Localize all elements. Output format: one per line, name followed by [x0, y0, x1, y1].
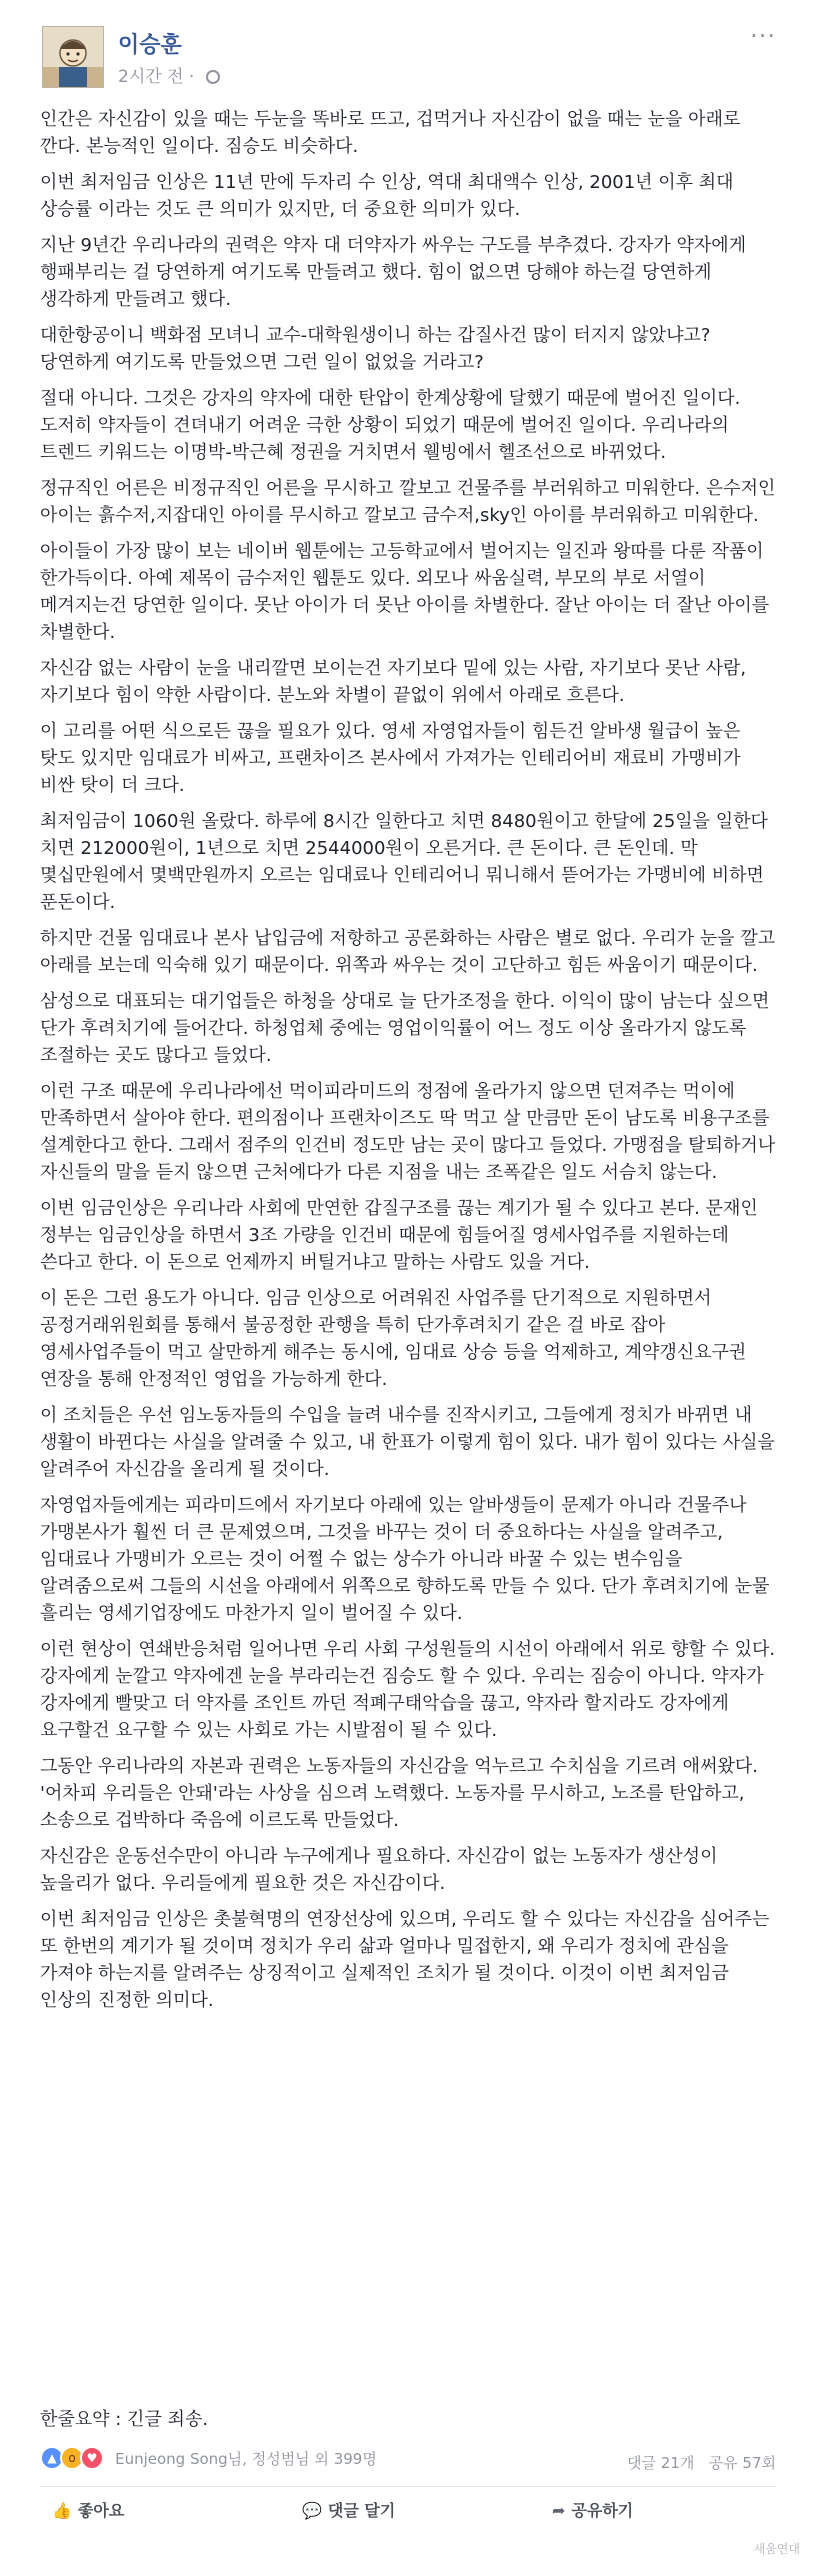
engagement-counts [627, 2452, 776, 2473]
like-reaction-icon[interactable]: ▲ [40, 2446, 64, 2470]
shares-count[interactable]: 공유 57회 [708, 2454, 776, 2472]
comment-button-label: 댓글 달기 [327, 2501, 396, 2520]
love-reaction-icon[interactable]: ♥ [80, 2446, 104, 2470]
post-paragraph: 이 돈은 그런 용도가 아니다. 임금 인상으로 어려워진 사업주를 단기적으로 지원하면서 공정거래위원회를 통해서 불공정한 관행을 특히 단가후려치기 같은 걸 바로 잡아 영세사업주들이 먹고 살만하게 해주는 동시에, 임대료 상승 등을 억제하고, 계약갱신요구권 연장을 통해 안정적인 영업을 가능하게 한다. [40, 1288, 747, 1390]
like-button[interactable] [52, 2498, 124, 2521]
post-paragraph: 이번 최저임금 인상은 11년 만에 두자리 수 인상, 역대 최대액수 인상, 2001년 이후 최대 상승률 이라는 것도 큰 의미가 있지만, 더 중요한 의미가 있다. [40, 172, 734, 220]
wow-reaction-icon[interactable]: o [60, 2446, 84, 2470]
post-paragraph: 자신감은 운동선수만이 아니라 누구에게나 필요하다. 자신감이 없는 노동자가 생산성이 높을리가 없다. 우리들에게 필요한 것은 자신감이다. [40, 1846, 718, 1894]
post-paragraph: 자영업자들에게는 피라미드에서 자기보다 아래에 있는 알바생들이 문제가 아니라 건물주나 가맹본사가 훨씬 더 큰 문제였으며, 그것을 바꾸는 것이 더 중요하다는 사실을 알려주고, 임대료나 가맹비가 오르는 것이 어쩔 수 없는 상수가 아니라 바꿀 수 있는 변수임을 알려줌으로써 그들의 시선을 아래에서 위쪽으로 향하도록 만들 수 있다. 단가 후려치기에 눈물 흘리는 영세기업장에도 마찬가지 일이 벌어질 수 있다. [40, 1495, 770, 1624]
post-paragraph: 정규직인 어른은 비정규직인 어른을 무시하고 깔보고 건물주를 부러워하고 미워한다. 은수저인 아이는 흙수저,지잡대인 아이를 무시하고 깔보고 금수저,sky인 아이를 부러워하고 미워한다. [40, 478, 776, 526]
post-paragraph: 삼성으로 대표되는 대기업들은 하청을 상대로 늘 단가조정을 한다. 이익이 많이 남는다 싶으면 단가 후려치기에 들어간다. 하청업체 중에는 영업이익률이 어느 정도 이상 올라가지 않도록 조절하는 곳도 많다고 들었다. [40, 991, 770, 1066]
globe-icon [206, 70, 220, 84]
post-meta [118, 62, 220, 87]
post-actions [40, 2492, 776, 2532]
post-body [40, 106, 776, 2023]
post-paragraph: 이 고리를 어떤 식으로든 끊을 필요가 있다. 영세 자영업자들이 힘든건 알바생 월급이 높은 탓도 있지만 임대료가 비싸고, 프랜차이즈 본사에서 가져가는 인테리어비 재료비 가맹비가 비싼 탓이 더 크다. [40, 721, 741, 796]
post-paragraph: 아이들이 가장 많이 보는 네이버 웹툰에는 고등학교에서 벌어지는 일진과 왕따를 다룬 작품이 한가득이다. 아예 제목이 금수저인 웹툰도 있다. 외모나 싸움실력, 부모의 부로 서열이 메겨지는건 당연한 일이다. 못난 아이가 더 못난 아이를 차별한다. 잘난 아이는 더 잘난 아이를 차별한다. [40, 541, 770, 643]
actions-divider [40, 2486, 776, 2487]
post-summary: 한줄요약 : 긴글 죄송. [40, 2409, 209, 2430]
avatar-illustration-icon [43, 27, 103, 87]
post-paragraph: 자신감 없는 사람이 눈을 내리깔면 보이는건 자기보다 밑에 있는 사람, 자기보다 못난 사람, 자기보다 힘이 약한 사람이다. 분노와 차별이 끝없이 위에서 아래로 흐른다. [40, 658, 747, 706]
post-paragraph: 그동안 우리나라의 자본과 권력은 노동자들의 자신감을 억누르고 수치심을 기르려 애써왔다. '어차피 우리들은 안돼'라는 사상을 심으려 노력했다. 노동자를 무시하고, 노조를 탄압하고, 소송으로 겁박하다 죽음에 이르도록 만들었다. [40, 1756, 758, 1831]
share-icon: ➦ [552, 2501, 566, 2520]
post-paragraph: 지난 9년간 우리나라의 권력은 약자 대 더약자가 싸우는 구도를 부추겼다. 강자가 약자에게 행패부리는 걸 당연하게 여기도록 만들려고 했다. 힘이 없으면 당해야 하는걸 당연하게 생각하게 만들려고 했다. [40, 235, 747, 310]
post-paragraph: 대한항공이니 백화점 모녀니 교수-대학원생이니 하는 갑질사건 많이 터지지 않았냐고? 당연하게 여기도록 만들었으면 그런 일이 없었을 거라고? [40, 325, 711, 373]
more-options-icon[interactable]: ··· [750, 22, 776, 50]
comment-icon: 💬 [302, 2501, 322, 2520]
post-paragraph: 절대 아니다. 그것은 강자의 약자에 대한 탄압이 한계상황에 달했기 때문에 벌어진 일이다. 도저히 약자들이 견뎌내기 어려운 극한 상황이 되었기 때문에 벌어진 일이다. 우리나라의 트렌드 키워드는 이명박-박근혜 정권을 거치면서 웰빙에서 헬조선으로 바뀌었다. [40, 388, 741, 463]
share-button[interactable] [552, 2498, 633, 2521]
reactors-text[interactable]: Eunjeong Song님, 정성범님 외 399명 [115, 2449, 377, 2468]
post-paragraph: 이런 구조 때문에 우리나라에선 먹이피라미드의 정점에 올라가지 않으면 던져주는 먹이에 만족하면서 살아야 한다. 편의점이나 프랜차이즈도 딱 먹고 살 만큼만 돈이 남도록 비용구조를 설계한다고 한다. 그래서 점주의 인건비 정도만 남는 곳이 많다고 들었다. 가맹점을 탈퇴하거나 자신들의 말을 듣지 않으면 근처에다가 다른 지점을 내는 조폭같은 일도 서슴치 않는다. [40, 1081, 776, 1183]
post-paragraph: 하지만 건물 임대료나 본사 납입금에 저항하고 공론화하는 사람은 별로 없다. 우리가 눈을 깔고 아래를 보는데 익숙해 있기 때문이다. 위쪽과 싸우는 것이 고단하고 힘든 싸움이기 때문이다. [40, 928, 776, 976]
reactions-bar [40, 2446, 776, 2478]
share-button-label: 공유하기 [571, 2501, 634, 2520]
thumbs-up-icon: 👍 [52, 2501, 72, 2520]
watermark: 새움연대 [753, 2542, 800, 2556]
comments-count[interactable]: 댓글 21개 [627, 2454, 695, 2472]
post-paragraph: 이번 최저임금 인상은 촛불혁명의 연장선상에 있으며, 우리도 할 수 있다는 자신감을 심어주는 또 한번의 계기가 될 것이며 정치가 우리 삶과 얼마나 밀접한지, 왜 우리가 정치에 관심을 가져야 하는지를 알려주는 상징적이고 실제적인 조치가 될 것이다. 이것이 이번 최저임금 인상의 진정한 의미다. [40, 1909, 770, 2011]
like-button-label: 좋아요 [77, 2501, 125, 2520]
author-name[interactable]: 이승훈 [118, 33, 182, 58]
post-header [0, 0, 816, 96]
author-avatar[interactable] [42, 26, 104, 88]
post-paragraph: 이번 임금인상은 우리나라 사회에 만연한 갑질구조를 끊는 계기가 될 수 있다고 본다. 문재인 정부는 임금인상을 하면서 3조 가량을 인건비 때문에 힘들어질 영세사업주를 지원하는데 쓴다고 한다. 이 돈으로 언제까지 버틸거냐고 말하는 사람도 있을 거다. [40, 1198, 758, 1273]
post-paragraph: 이 조치들은 우선 임노동자들의 수입을 늘려 내수를 진작시키고, 그들에게 정치가 바뀌면 내 생활이 바뀐다는 사실을 알려줄 수 있고, 내 한표가 이렇게 힘이 있다. 내가 힘이 있다는 사실을 알려주어 자신감을 올리게 될 것이다. [40, 1405, 775, 1480]
post-paragraph: 최저임금이 1060원 올랐다. 하루에 8시간 일한다고 치면 8480원이고 한달에 25일을 일한다 치면 212000원이, 1년으로 치면 2544000원이 오른거다. 큰 돈이다. 큰 돈인데. 막 몇십만원에서 몇백만원까지 오르는 임대료나 인테리어니 뭐니해서 뜯어가는 가맹비에 비하면 푼돈이다. [40, 811, 768, 913]
comment-button[interactable] [302, 2498, 395, 2521]
post-paragraph: 인간은 자신감이 있을 때는 두눈을 똑바로 뜨고, 겁먹거나 자신감이 없을 때는 눈을 아래로 깐다. 본능적인 일이다. 짐승도 비슷하다. [40, 109, 741, 157]
post-paragraph: 이런 현상이 연쇄반응처럼 일어나면 우리 사회 구성원들의 시선이 아래에서 위로 향할 수 있다. 강자에게 눈깔고 약자에겐 눈을 부라리는건 짐승도 할 수 있다. 우리는 짐승이 아니다. 약자가 강자에게 빨맞고 더 약자를 조인트 까던 적폐구태악습을 끊고, 약자라 할지라도 강자에게 요구할건 요구할 수 있는 사회로 가는 시발점이 될 수 있다. [40, 1639, 776, 1741]
post-time[interactable]: 2시간 전 · [118, 67, 200, 87]
